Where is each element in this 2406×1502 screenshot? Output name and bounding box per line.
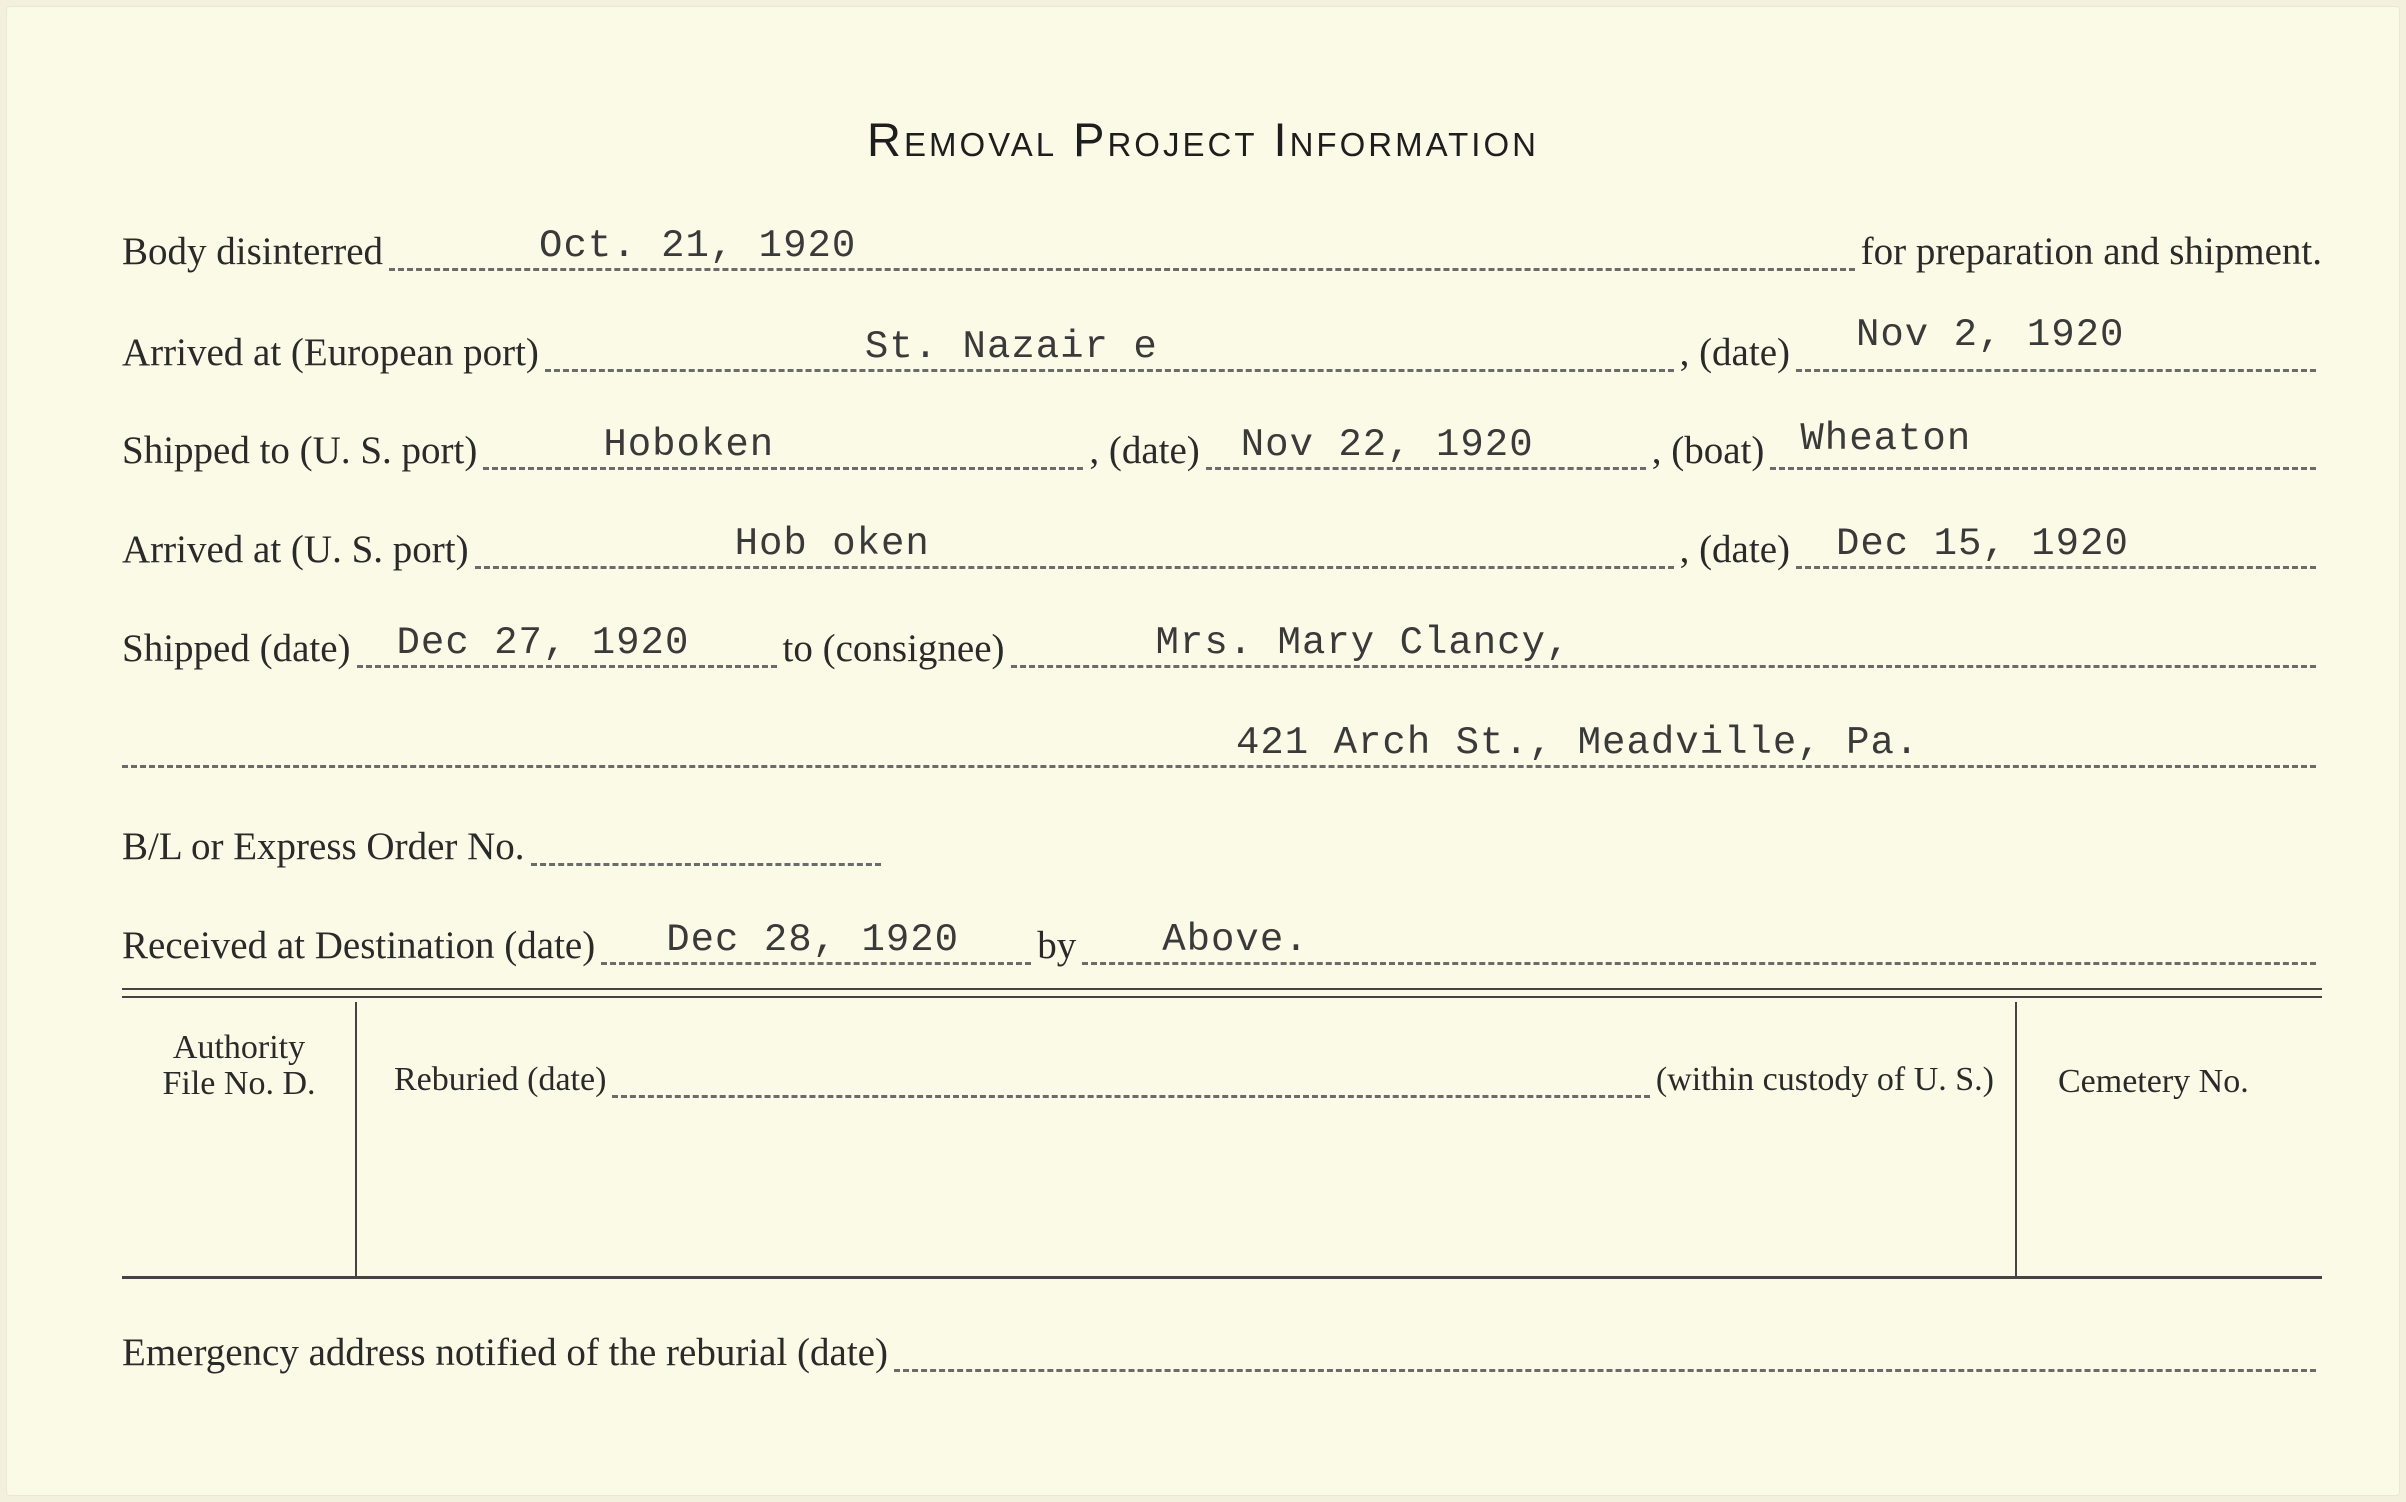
address-field[interactable] bbox=[122, 721, 2316, 768]
authority-label: Authority bbox=[172, 1029, 306, 1066]
address-value: 421 Arch St., Meadville, Pa. bbox=[1236, 721, 1920, 765]
reburied-row bbox=[394, 1062, 1994, 1098]
body-disinterred-row bbox=[122, 211, 2322, 271]
table-divider-left bbox=[355, 1002, 357, 1278]
bl-order-row bbox=[122, 806, 2322, 866]
arrived-european-row bbox=[122, 312, 2322, 372]
file-no-label: File No. D. bbox=[162, 1064, 316, 1102]
body-disinterred-field[interactable] bbox=[389, 224, 1855, 271]
arrived-us-date-label: , (date) bbox=[1679, 528, 1790, 571]
arrived-us-label: Arrived at (U. S. port) bbox=[122, 528, 469, 571]
arrived-european-label: Arrived at (European port) bbox=[122, 331, 539, 374]
arrived-us-date-value: Dec 15, 1920 bbox=[1836, 522, 2129, 566]
emergency-label: Emergency address notified of the reburial (date) bbox=[122, 1331, 888, 1374]
european-port-field[interactable] bbox=[545, 325, 1674, 372]
record-card bbox=[6, 6, 2400, 1496]
emergency-row bbox=[122, 1312, 2322, 1372]
cemetery-no-label: Cemetery No. bbox=[2058, 1063, 2249, 1100]
form-title: Removal Project Information bbox=[867, 113, 1539, 166]
boat-field[interactable] bbox=[1770, 417, 2316, 470]
received-row bbox=[122, 905, 2322, 965]
received-date-field[interactable] bbox=[601, 918, 1031, 965]
us-port-field[interactable] bbox=[483, 423, 1083, 470]
authority-file-label bbox=[134, 1030, 344, 1101]
bl-order-label: B/L or Express Order No. bbox=[122, 825, 525, 868]
arrived-european-date-value: Nov 2, 1920 bbox=[1856, 313, 2125, 357]
consignee-label: to (consignee) bbox=[782, 627, 1005, 670]
shipped-consignee-row bbox=[122, 608, 2322, 668]
table-top-rule-2 bbox=[122, 996, 2322, 998]
received-by-label: by bbox=[1037, 924, 1077, 967]
reburied-label: Reburied (date) bbox=[394, 1061, 607, 1098]
bl-order-field[interactable] bbox=[531, 823, 881, 866]
body-disinterred-value: Oct. 21, 1920 bbox=[539, 224, 857, 268]
arrived-european-date-field[interactable] bbox=[1796, 313, 2316, 372]
shipped-us-date-field[interactable] bbox=[1206, 423, 1646, 470]
arrived-us-row bbox=[122, 509, 2322, 569]
preparation-shipment-label: for preparation and shipment. bbox=[1860, 230, 2322, 273]
received-by-field[interactable] bbox=[1082, 918, 2316, 965]
shipped-us-label: Shipped to (U. S. port) bbox=[122, 429, 478, 472]
arrived-us-date-field[interactable] bbox=[1796, 522, 2316, 569]
shipped-date-field[interactable] bbox=[357, 621, 777, 668]
arrived-us-port-field[interactable] bbox=[475, 522, 1674, 569]
received-label: Received at Destination (date) bbox=[122, 924, 596, 967]
table-bottom-rule bbox=[122, 1276, 2322, 1279]
shipped-date-value: Dec 27, 1920 bbox=[396, 621, 690, 665]
custody-label: (within custody of U. S.) bbox=[1655, 1061, 1994, 1098]
arrived-european-date-label: , (date) bbox=[1679, 331, 1790, 374]
shipped-us-row bbox=[122, 410, 2322, 470]
us-port-value: Hoboken bbox=[603, 423, 775, 467]
boat-value: Wheaton bbox=[1800, 417, 1972, 461]
consignee-value: Mrs. Mary Clancy, bbox=[1155, 621, 1571, 665]
received-date-value: Dec 28, 1920 bbox=[666, 918, 960, 962]
shipped-us-date-label: , (date) bbox=[1089, 429, 1200, 472]
european-port-value: St. Nazair e bbox=[864, 325, 1158, 369]
boat-label: , (boat) bbox=[1651, 429, 1765, 472]
shipped-us-date-value: Nov 22, 1920 bbox=[1240, 423, 1534, 467]
received-by-value: Above. bbox=[1162, 918, 1309, 962]
address-row bbox=[122, 708, 2322, 768]
consignee-field[interactable] bbox=[1011, 621, 2316, 668]
shipped-date-label: Shipped (date) bbox=[122, 627, 351, 670]
reburied-date-field[interactable] bbox=[612, 1065, 1650, 1098]
table-top-rule bbox=[122, 988, 2322, 990]
emergency-date-field[interactable] bbox=[894, 1329, 2316, 1372]
body-disinterred-label: Body disinterred bbox=[122, 230, 384, 273]
table-divider-right bbox=[2015, 1002, 2017, 1278]
arrived-us-port-value: Hob oken bbox=[734, 522, 930, 566]
